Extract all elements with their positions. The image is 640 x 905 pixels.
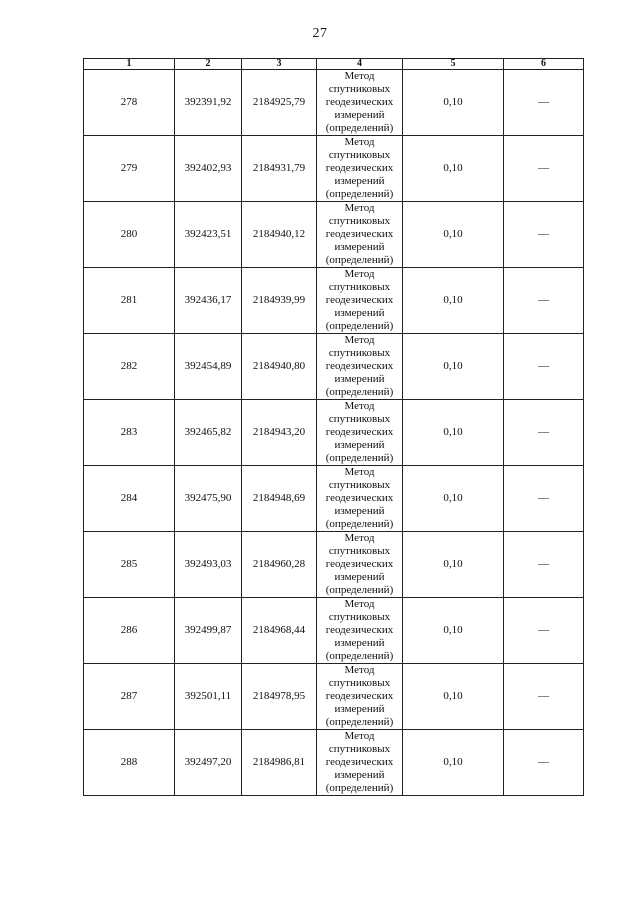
method-cell — [317, 202, 403, 268]
table-row — [84, 730, 584, 796]
method-line: измерений — [334, 505, 385, 517]
method-line: измерений — [334, 241, 385, 253]
method-line: геодезических — [325, 162, 394, 174]
method-line: (определений) — [325, 782, 394, 794]
y-coordinate-cell: 2184931,79 — [242, 136, 317, 202]
accuracy-cell: 0,10 — [403, 730, 504, 796]
method-line: измерений — [334, 307, 385, 319]
method-line: спутниковых — [328, 611, 391, 623]
column-header: 5 — [403, 59, 504, 70]
accuracy-cell: 0,10 — [403, 466, 504, 532]
description-cell: — — [504, 202, 584, 268]
method-line: геодезических — [325, 624, 394, 636]
method-line: измерений — [334, 439, 385, 451]
x-coordinate-cell: 392423,51 — [175, 202, 242, 268]
method-line: (определений) — [325, 386, 394, 398]
method-line: измерений — [334, 175, 385, 187]
method-line: геодезических — [325, 690, 394, 702]
x-coordinate-cell: 392465,82 — [175, 400, 242, 466]
method-cell — [317, 400, 403, 466]
point-number-cell: 283 — [84, 400, 175, 466]
column-header: 6 — [504, 59, 584, 70]
method-line: (определений) — [325, 188, 394, 200]
method-line: Метод — [344, 400, 375, 412]
method-line: геодезических — [325, 294, 394, 306]
method-line: (определений) — [325, 122, 394, 134]
method-line: геодезических — [325, 558, 394, 570]
method-line: (определений) — [325, 254, 394, 266]
table-row — [84, 268, 584, 334]
x-coordinate-cell: 392454,89 — [175, 334, 242, 400]
accuracy-cell: 0,10 — [403, 268, 504, 334]
method-line: спутниковых — [328, 347, 391, 359]
accuracy-cell: 0,10 — [403, 202, 504, 268]
method-line: Метод — [344, 136, 375, 148]
method-cell — [317, 136, 403, 202]
y-coordinate-cell: 2184968,44 — [242, 598, 317, 664]
method-cell — [317, 598, 403, 664]
y-coordinate-cell: 2184986,81 — [242, 730, 317, 796]
accuracy-cell: 0,10 — [403, 334, 504, 400]
method-line: спутниковых — [328, 149, 391, 161]
method-line: измерений — [334, 637, 385, 649]
x-coordinate-cell: 392497,20 — [175, 730, 242, 796]
table-row — [84, 70, 584, 136]
y-coordinate-cell: 2184939,99 — [242, 268, 317, 334]
point-number-cell: 288 — [84, 730, 175, 796]
method-line: измерений — [334, 769, 385, 781]
table-row — [84, 466, 584, 532]
y-coordinate-cell: 2184960,28 — [242, 532, 317, 598]
description-cell: — — [504, 268, 584, 334]
method-line: геодезических — [325, 492, 394, 504]
method-line: (определений) — [325, 452, 394, 464]
point-number-cell: 284 — [84, 466, 175, 532]
method-cell — [317, 334, 403, 400]
method-line: (определений) — [325, 518, 394, 530]
method-cell — [317, 664, 403, 730]
table-row — [84, 598, 584, 664]
point-number-cell: 282 — [84, 334, 175, 400]
method-line: спутниковых — [328, 479, 391, 491]
point-number-cell: 278 — [84, 70, 175, 136]
method-line: Метод — [344, 70, 375, 82]
method-line: измерений — [334, 703, 385, 715]
method-line: спутниковых — [328, 215, 391, 227]
table-header-row — [84, 59, 584, 70]
description-cell: — — [504, 334, 584, 400]
point-number-cell: 280 — [84, 202, 175, 268]
method-line: спутниковых — [328, 545, 391, 557]
y-coordinate-cell: 2184948,69 — [242, 466, 317, 532]
page-number: 27 — [312, 26, 328, 41]
method-line: (определений) — [325, 650, 394, 662]
description-cell: — — [504, 730, 584, 796]
accuracy-cell: 0,10 — [403, 136, 504, 202]
description-cell: — — [504, 598, 584, 664]
method-line: Метод — [344, 532, 375, 544]
method-line: геодезических — [325, 360, 394, 372]
method-cell — [317, 532, 403, 598]
description-cell: — — [504, 70, 584, 136]
method-line: спутниковых — [328, 677, 391, 689]
column-header: 1 — [84, 59, 175, 70]
point-number-cell: 287 — [84, 664, 175, 730]
accuracy-cell: 0,10 — [403, 70, 504, 136]
y-coordinate-cell: 2184940,12 — [242, 202, 317, 268]
method-line: Метод — [344, 466, 375, 478]
method-line: Метод — [344, 664, 375, 676]
point-number-cell: 279 — [84, 136, 175, 202]
method-cell — [317, 466, 403, 532]
table-row — [84, 400, 584, 466]
y-coordinate-cell: 2184943,20 — [242, 400, 317, 466]
method-line: геодезических — [325, 228, 394, 240]
method-cell — [317, 730, 403, 796]
y-coordinate-cell: 2184978,95 — [242, 664, 317, 730]
x-coordinate-cell: 392493,03 — [175, 532, 242, 598]
point-number-cell: 286 — [84, 598, 175, 664]
method-line: измерений — [334, 373, 385, 385]
x-coordinate-cell: 392501,11 — [175, 664, 242, 730]
table-row — [84, 334, 584, 400]
x-coordinate-cell: 392402,93 — [175, 136, 242, 202]
description-cell: — — [504, 136, 584, 202]
method-cell — [317, 268, 403, 334]
method-line: Метод — [344, 202, 375, 214]
method-line: спутниковых — [328, 413, 391, 425]
description-cell: — — [504, 466, 584, 532]
accuracy-cell: 0,10 — [403, 400, 504, 466]
y-coordinate-cell: 2184940,80 — [242, 334, 317, 400]
accuracy-cell: 0,10 — [403, 598, 504, 664]
accuracy-cell: 0,10 — [403, 664, 504, 730]
x-coordinate-cell: 392475,90 — [175, 466, 242, 532]
accuracy-cell: 0,10 — [403, 532, 504, 598]
method-line: измерений — [334, 109, 385, 121]
description-cell: — — [504, 664, 584, 730]
column-header: 3 — [242, 59, 317, 70]
description-cell: — — [504, 532, 584, 598]
table-row — [84, 532, 584, 598]
y-coordinate-cell: 2184925,79 — [242, 70, 317, 136]
column-header: 2 — [175, 59, 242, 70]
method-line: Метод — [344, 598, 375, 610]
method-line: геодезических — [325, 756, 394, 768]
coordinates-table — [83, 58, 584, 796]
point-number-cell: 281 — [84, 268, 175, 334]
table-row — [84, 136, 584, 202]
method-line: спутниковых — [328, 743, 391, 755]
method-line: (определений) — [325, 584, 394, 596]
description-cell: — — [504, 400, 584, 466]
x-coordinate-cell: 392499,87 — [175, 598, 242, 664]
method-line: Метод — [344, 334, 375, 346]
method-cell — [317, 70, 403, 136]
x-coordinate-cell: 392391,92 — [175, 70, 242, 136]
method-line: геодезических — [325, 426, 394, 438]
table-row — [84, 202, 584, 268]
x-coordinate-cell: 392436,17 — [175, 268, 242, 334]
method-line: Метод — [344, 268, 375, 280]
method-line: измерений — [334, 571, 385, 583]
method-line: (определений) — [325, 320, 394, 332]
table-row — [84, 664, 584, 730]
point-number-cell: 285 — [84, 532, 175, 598]
method-line: геодезических — [325, 96, 394, 108]
method-line: спутниковых — [328, 281, 391, 293]
method-line: Метод — [344, 730, 375, 742]
method-line: спутниковых — [328, 83, 391, 95]
method-line: (определений) — [325, 716, 394, 728]
column-header: 4 — [317, 59, 403, 70]
